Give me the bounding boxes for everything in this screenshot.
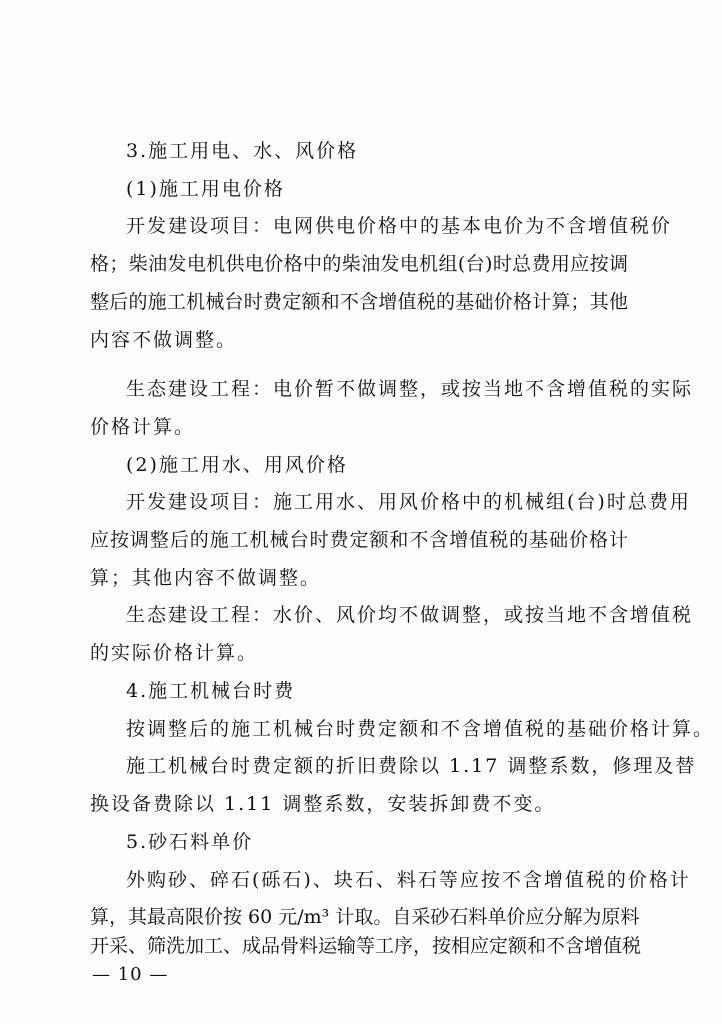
paragraph-line: 的实际价格计算。 bbox=[90, 642, 259, 664]
paragraph-line: 算，其最高限价按 60 元/m³ 计取。自采砂石料单价应分解为原料 bbox=[90, 906, 640, 928]
paragraph-line: 算；其他内容不做调整。 bbox=[90, 567, 322, 589]
paragraph-line: 生态建设工程：水价、风价均不做调整，或按当地不含增值税 bbox=[126, 604, 694, 626]
paragraph-line: 开发建设项目：施工用水、用风价格中的机械组(台)时总费用 bbox=[126, 491, 691, 513]
paragraph-line: 开发建设项目：电网供电价格中的基本电价为不含增值税价 bbox=[126, 215, 673, 237]
paragraph-line: 外购砂、碎石(砾石)、块石、料石等应按不含增值税的价格计 bbox=[126, 869, 691, 891]
paragraph-line: 价格计算。 bbox=[90, 416, 196, 438]
subsection-heading-electricity: (1)施工用电价格 bbox=[126, 178, 285, 200]
paragraph-line: 施工机械台时费定额的折旧费除以 1.17 调整系数，修理及替 bbox=[126, 755, 697, 777]
paragraph-line: 生态建设工程：电价暂不做调整，或按当地不含增值税的实际 bbox=[126, 378, 694, 400]
section-heading-aggregate-unit-price: 5.砂石料单价 bbox=[126, 831, 254, 853]
paragraph-line: 开采、筛洗加工、成品骨料运输等工序，按相应定额和不含增值税 bbox=[90, 935, 642, 957]
page-number: — 10 — bbox=[92, 964, 169, 985]
section-heading-machinery-hourly-cost: 4.施工机械台时费 bbox=[126, 680, 296, 702]
paragraph-line: 内容不做调整。 bbox=[90, 329, 238, 351]
paragraph-line: 整后的施工机械台时费定额和不含增值税的基础价格计算；其他 bbox=[90, 291, 628, 313]
section-heading-utility-prices: 3.施工用电、水、风价格 bbox=[126, 140, 359, 162]
paragraph-line: 应按调整后的施工机械台时费定额和不含增值税的基础价格计 bbox=[90, 529, 628, 551]
paragraph-line: 格；柴油发电机供电价格中的柴油发电机组(台)时总费用应按调 bbox=[90, 253, 628, 275]
subsection-heading-water-air: (2)施工用水、用风价格 bbox=[126, 454, 348, 476]
paragraph-line: 按调整后的施工机械台时费定额和不含增值税的基础价格计算。 bbox=[126, 718, 715, 740]
paragraph-line: 换设备费除以 1.11 调整系数，安装拆卸费不变。 bbox=[90, 793, 556, 815]
